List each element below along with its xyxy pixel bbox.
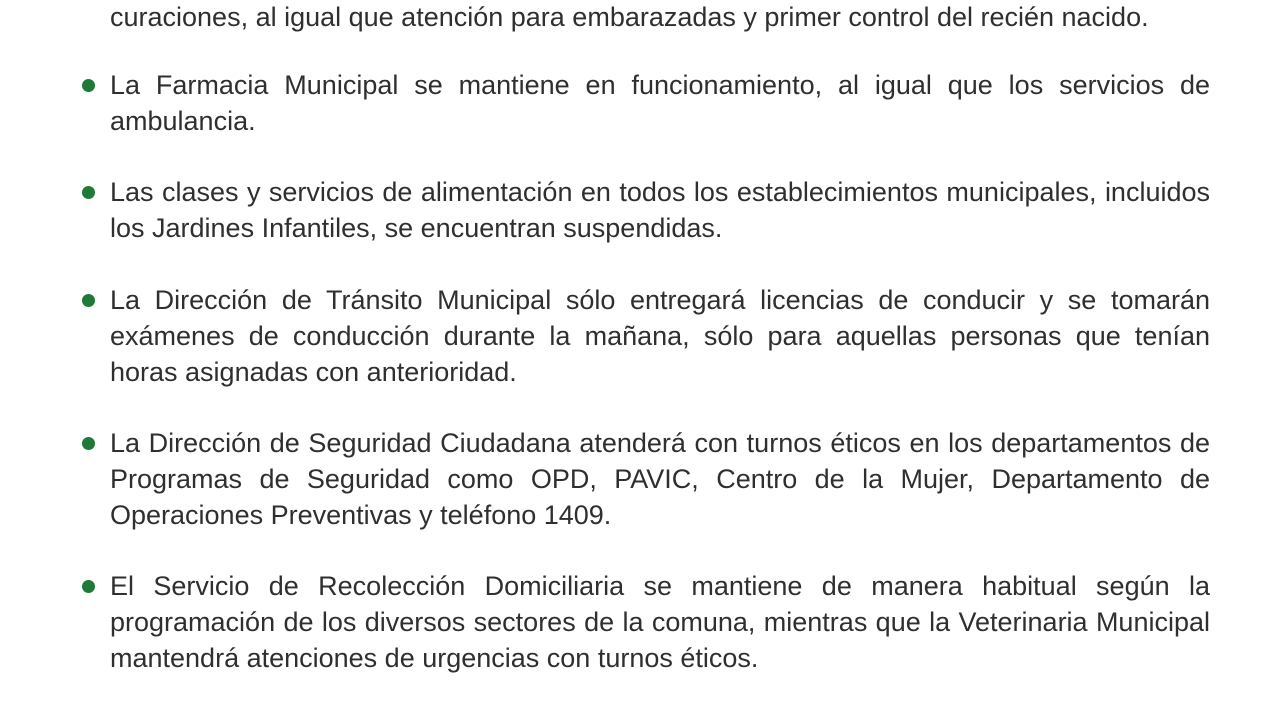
list-item-text: El Servicio de Recolección Domiciliaria se mantiene de manera habitual según la programación de los diversos sectores de la comuna, mientras que la Veterinaria Municipal mantendrá atenciones de urgencias con turnos éticos. xyxy=(110,571,1210,673)
bullet-icon xyxy=(82,294,95,307)
previous-item-continuation: curaciones, al igual que atención para embarazadas y primer control del recién nacido. xyxy=(110,2,1149,32)
list-item xyxy=(110,67,1210,139)
list-item xyxy=(110,282,1210,390)
list-item-text: La Dirección de Tránsito Municipal sólo entregará licencias de conducir y se tomarán exámenes de conducción durante la mañana, sólo para aquellas personas que tenían horas asignadas con anterioridad. xyxy=(110,285,1210,387)
bullet-icon xyxy=(82,79,95,92)
bullet-icon xyxy=(82,437,95,450)
list-item xyxy=(110,425,1210,533)
list-item xyxy=(110,568,1210,676)
bullet-icon xyxy=(82,580,95,593)
list-item xyxy=(110,174,1210,246)
bullet-icon xyxy=(82,186,95,199)
cropped-next-line xyxy=(110,712,870,720)
list-item-text: Las clases y servicios de alimentación en todos los establecimientos municipales, incluidos los Jardines Infantiles, se encuentran suspendidas. xyxy=(110,177,1210,243)
list-item-text: La Farmacia Municipal se mantiene en funcionamiento, al igual que los servicios de ambulancia. xyxy=(110,70,1210,136)
list-item-text: La Dirección de Seguridad Ciudadana atenderá con turnos éticos en los departamentos de Programas de Seguridad como OPD, PAVIC, Centro de la Mujer, Departamento de Operaciones Preventivas y teléfono 1409. xyxy=(110,428,1210,530)
